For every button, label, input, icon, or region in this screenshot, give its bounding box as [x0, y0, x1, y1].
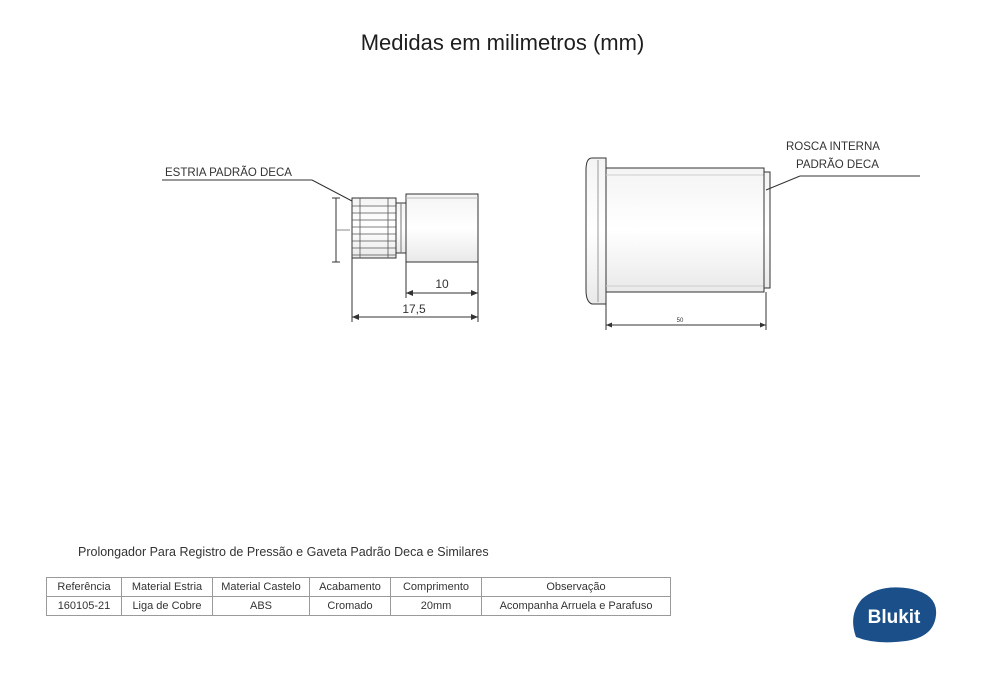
- product-description: Prolongador Para Registro de Pressão e Gaveta Padrão Deca e Similares: [78, 545, 489, 559]
- cell-material-castelo: ABS: [213, 597, 310, 616]
- header-observacao: Observação: [482, 578, 671, 597]
- cell-observacao: Acompanha Arruela e Parafuso: [482, 597, 671, 616]
- header-acabamento: Acabamento: [310, 578, 391, 597]
- thread-label-line2: PADRÃO DECA: [796, 159, 879, 171]
- spec-table: [46, 577, 671, 616]
- blukit-logo: [846, 585, 942, 647]
- dimension-17-5-label: 17,5: [402, 302, 426, 316]
- page-title: Medidas em milimetros (mm): [360, 30, 645, 55]
- table-row: [47, 597, 671, 616]
- dimension-10-label: 10: [435, 277, 449, 291]
- spline-label: ESTRIA PADRÃO DECA: [165, 167, 292, 179]
- header-material-castelo: Material Castelo: [213, 578, 310, 597]
- body-part-side-view: [586, 158, 770, 304]
- table-header-row: [47, 578, 671, 597]
- header-referencia: Referência: [47, 578, 122, 597]
- cell-acabamento: Cromado: [310, 597, 391, 616]
- cell-comprimento: 20mm: [391, 597, 482, 616]
- thread-label-line1: ROSCA INTERNA: [786, 141, 880, 153]
- cell-material-estria: Liga de Cobre: [122, 597, 213, 616]
- header-material-estria: Material Estria: [122, 578, 213, 597]
- extension-part-side-view: [352, 194, 478, 262]
- header-comprimento: Comprimento: [391, 578, 482, 597]
- brand-name: Blukit: [867, 607, 921, 628]
- dimension-50-label: 50: [676, 318, 684, 324]
- cell-referencia: 160105-21: [47, 597, 122, 616]
